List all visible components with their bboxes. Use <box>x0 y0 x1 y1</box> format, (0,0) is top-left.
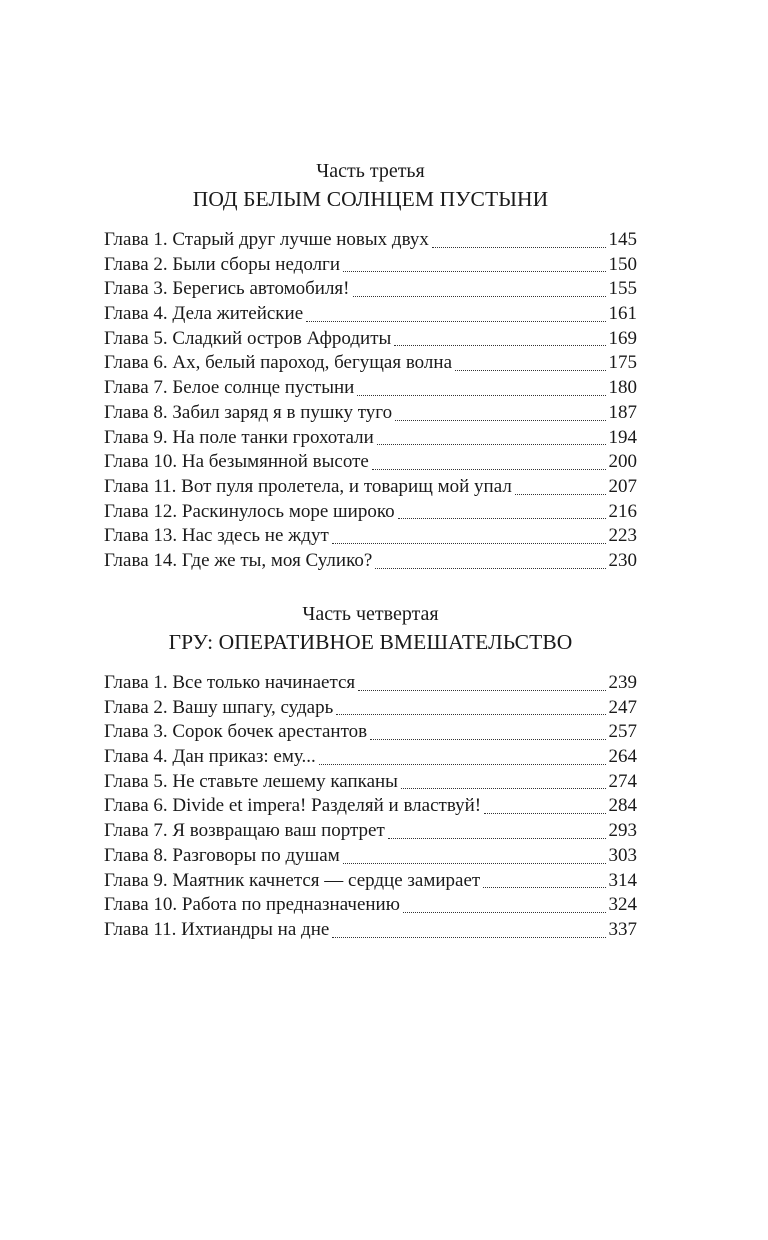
chapter-title: Глава 6. Ах, белый пароход, бегущая волна <box>104 352 453 374</box>
page-number: 175 <box>608 352 637 374</box>
toc-entry <box>104 794 637 819</box>
chapter-title: Глава 9. На поле танки грохотали <box>104 426 374 448</box>
toc-entry <box>104 696 637 721</box>
page-number: 180 <box>608 377 637 399</box>
chapter-list <box>104 228 637 574</box>
chapter-title: Глава 6. Divide et impera! Разделяй и властвуй! <box>104 795 482 817</box>
dot-leader <box>375 568 605 569</box>
page-number: 169 <box>608 327 637 349</box>
toc-entry <box>104 228 637 253</box>
toc-entry <box>104 918 637 943</box>
toc-entry <box>104 253 637 278</box>
toc-entry <box>104 500 637 525</box>
dot-leader <box>515 494 606 495</box>
page-number: 274 <box>608 770 637 792</box>
page-number: 284 <box>608 795 637 817</box>
part-title: ПОД БЕЛЫМ СОЛНЦЕМ ПУСТЫНИ <box>192 187 549 211</box>
toc-entry <box>104 277 637 302</box>
toc-entry <box>104 401 637 426</box>
dot-leader <box>332 543 606 544</box>
dot-leader <box>336 714 605 715</box>
toc-entry <box>104 549 637 574</box>
chapter-title: Глава 5. Не ставьте лешему капканы <box>104 770 398 792</box>
page-number: 216 <box>608 500 637 522</box>
toc-entry <box>104 327 637 352</box>
toc-entry <box>104 376 637 401</box>
page-number: 194 <box>608 426 637 448</box>
dot-leader <box>377 444 606 445</box>
toc-entry <box>104 770 637 795</box>
page-number: 145 <box>608 229 637 250</box>
toc-entry <box>104 819 637 844</box>
dot-leader <box>394 345 605 346</box>
dot-leader <box>343 863 606 864</box>
chapter-title: Глава 3. Сорок бочек арестантов <box>104 721 368 743</box>
chapter-title: Глава 10. На безымянной высоте <box>104 451 369 473</box>
dot-leader <box>483 887 605 888</box>
chapter-title: Глава 11. Ихтиандры на дне <box>104 918 330 940</box>
dot-leader <box>319 764 606 765</box>
dot-leader <box>343 271 605 272</box>
dot-leader <box>332 937 605 938</box>
toc-part-four <box>104 601 637 943</box>
toc-entry <box>104 302 637 327</box>
chapter-title: Глава 4. Дан приказ: ему... <box>104 746 316 768</box>
chapter-title: Глава 9. Маятник качнется — сердце замирает <box>104 869 481 891</box>
dot-leader <box>484 813 605 814</box>
chapter-title: Глава 7. Я возвращаю ваш портрет <box>104 820 385 842</box>
dot-leader <box>403 912 606 913</box>
toc-part-three <box>104 158 637 574</box>
dot-leader <box>455 370 605 371</box>
dot-leader <box>398 518 606 519</box>
dot-leader <box>358 690 605 691</box>
chapter-title: Глава 13. Нас здесь не ждут <box>104 525 329 547</box>
page-number: 337 <box>608 918 637 940</box>
chapter-list <box>104 671 637 943</box>
page-number: 303 <box>608 844 637 866</box>
chapter-title: Глава 14. Где же ты, моя Сулико? <box>104 549 373 571</box>
page-number: 264 <box>608 746 637 768</box>
page-number: 223 <box>608 525 637 547</box>
page-number: 230 <box>608 549 637 571</box>
dot-leader <box>306 321 605 322</box>
toc-entry <box>104 524 637 549</box>
page-number: 324 <box>608 894 637 916</box>
dot-leader <box>401 788 606 789</box>
toc-entry <box>104 351 637 376</box>
page-number: 314 <box>608 869 637 891</box>
chapter-title: Глава 1. Все только начинается <box>104 672 356 693</box>
chapter-title: Глава 8. Забил заряд я в пушку туго <box>104 401 393 423</box>
dot-leader <box>357 395 605 396</box>
page-number: 155 <box>608 278 637 300</box>
chapter-title: Глава 1. Старый друг лучше новых двух <box>104 229 429 250</box>
toc-entry <box>104 475 637 500</box>
part-title: ГРУ: ОПЕРАТИВНОЕ ВМЕШАТЕЛЬСТВО <box>168 630 573 654</box>
dot-leader <box>353 296 606 297</box>
dot-leader <box>395 420 605 421</box>
chapter-title: Глава 4. Дела житейские <box>104 303 304 325</box>
toc-entry <box>104 745 637 770</box>
chapter-title: Глава 2. Были сборы недолги <box>104 253 341 275</box>
chapter-title: Глава 11. Вот пуля пролетела, и товарищ мой упал <box>104 475 512 497</box>
chapter-title: Глава 5. Сладкий остров Афродиты <box>104 327 392 349</box>
dot-leader <box>372 469 606 470</box>
page-number: 161 <box>608 303 637 325</box>
chapter-title: Глава 10. Работа по предназначению <box>104 894 400 916</box>
chapter-title: Глава 7. Белое солнце пустыни <box>104 377 355 399</box>
page-number: 247 <box>608 696 637 718</box>
chapter-title: Глава 2. Вашу шпагу, сударь <box>104 696 334 718</box>
page-number: 187 <box>608 401 637 423</box>
page-number: 257 <box>608 721 637 743</box>
page-number: 239 <box>608 672 637 693</box>
page-number: 150 <box>608 253 637 275</box>
toc-entry <box>104 671 637 696</box>
part-label: Часть третья <box>316 160 425 182</box>
dot-leader <box>370 739 605 740</box>
page-number: 200 <box>608 451 637 473</box>
page-number: 207 <box>608 475 637 497</box>
chapter-title: Глава 8. Разговоры по душам <box>104 844 340 866</box>
toc-entry <box>104 426 637 451</box>
toc-entry <box>104 844 637 869</box>
dot-leader <box>388 838 606 839</box>
toc-entry <box>104 893 637 918</box>
chapter-title: Глава 3. Берегись автомобиля! <box>104 278 350 300</box>
chapter-title: Глава 12. Раскинулось море широко <box>104 500 395 522</box>
part-label: Часть четвертая <box>302 603 439 625</box>
toc-entry <box>104 450 637 475</box>
dot-leader <box>432 247 606 248</box>
toc-entry <box>104 869 637 894</box>
toc-entry <box>104 720 637 745</box>
page-number: 293 <box>608 820 637 842</box>
